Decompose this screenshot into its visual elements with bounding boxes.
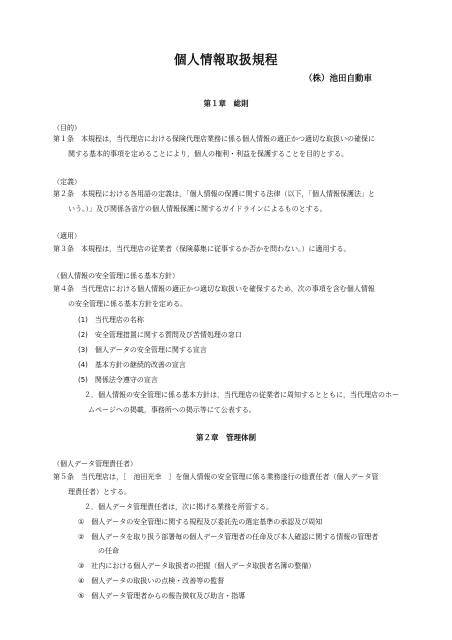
article-heading-scope: （適用） [53,232,81,240]
document-title: 個人情報取扱規程 [173,52,278,67]
duty-item-2-cont: の任命 [98,547,119,555]
company-name: （株）池田自動車 [303,74,372,84]
article-1-text: 第１条 本規程は，当代理店における保険代理店業務に係る個人情報の適正かつ適切な取扱いの確保に [53,135,375,143]
article-heading-manager: （個人データ管理責任者） [53,460,137,468]
article-2-text-cont: いう。）」及び関係各省庁の個人情報保護に関するガイドラインによるものとする。 [68,205,327,213]
article-4-paragraph-2-cont: ムページへの掲載，事務所への掲示等にて公表する。 [88,406,256,414]
article-1-text-cont: 関する基本的事項を定めることにより，個人の権利・利益を保護することを目的とする。 [68,150,348,158]
article-3-text: 第３条 本規程は，当代理店の従業者（保険募集に従事するか否かを問わない。）に適用する。 [53,245,351,253]
duty-item-4: ④ 個人データの取扱いの点検・改善等の監督 [78,577,225,585]
duty-item-2: ② 個人データを取り扱う部署毎の個人データ管理者の任命及び本人確認に関する情報の管理者 [78,533,379,541]
policy-item-1: (1) 当代理店の名称 [78,316,144,324]
article-heading-policy: （個人情報の安全管理に係る基本方針） [53,272,179,280]
article-2-text: 第２条 本規程における各用語の定義は，「個人情報の保護に関する法律（以下，「個人情報保護法」と [53,190,375,198]
chapter-heading-1: 第１章 総則 [203,99,249,108]
policy-item-4: (4) 基本方針の継続的改善の宣言 [78,361,186,369]
policy-item-2: (2) 安全管理措置に関する質問及び苦情処理の窓口 [78,331,242,339]
chapter-heading-2: 第２章 管理体制 [196,433,256,442]
article-5-text: 第５条 当代理店は，［ 池田光幸 ］を個人情報の安全管理に係る業務遂行の総責任者（個人データ管 [53,473,379,481]
policy-item-3: (3) 個人データの安全管理に関する宣言 [78,346,207,354]
policy-item-5: (5) 関係法令遵守の宣言 [78,376,158,384]
duty-item-1: ① 個人データの安全管理に関する規程及び委託先の選定基準の承認及び周知 [78,518,323,526]
article-heading-purpose: （目的） [53,124,81,132]
article-4-text: 第４条 当代理店における個人情報の適正かつ適切な取扱いを確保するため，次の事項を含む個人情報 [53,285,375,293]
article-5-paragraph-2: ２．個人データ管理責任者は，次に掲げる業務を所管する。 [84,503,273,511]
duty-item-5: ⑤ 個人データ管理者からの報告徴収及び助言・指導 [78,592,246,600]
duty-item-3: ③ 社内における個人データ取扱者の把握（個人データ取扱者名簿の整備） [78,562,316,570]
article-4-paragraph-2: ２．個人情報の安全管理に係る基本方針は，当代理店の従業者に周知するとともに，当代理店のホー [84,391,399,399]
article-heading-definition: （定義） [53,178,81,186]
article-5-text-cont: 理責任者）とする。 [68,488,131,496]
article-4-text-cont: の安全管理に係る基本方針を定める。 [68,300,187,308]
